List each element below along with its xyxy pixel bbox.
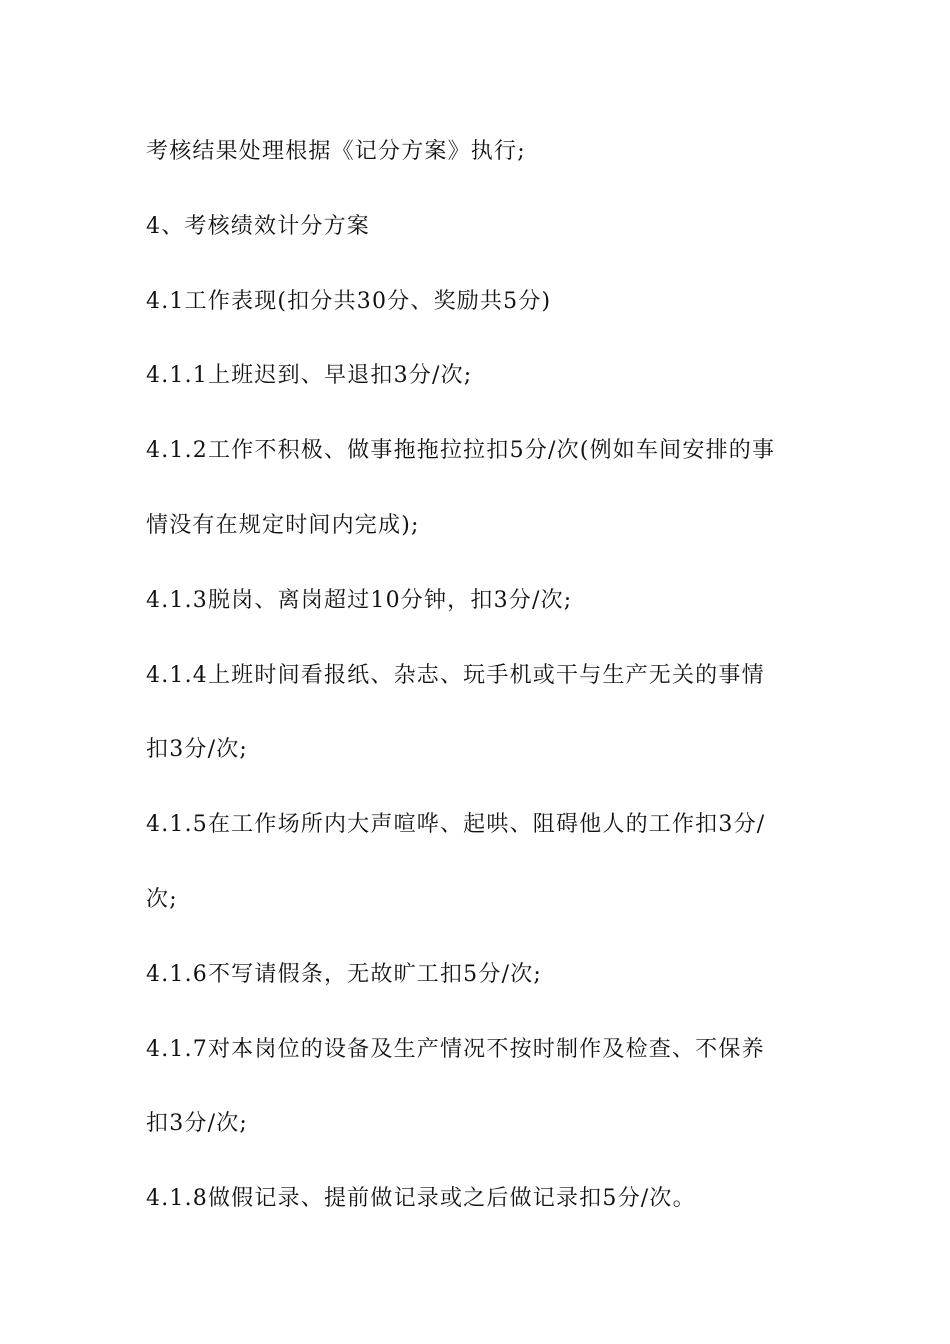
subsection-heading-4-1: 4.1工作表现(扣分共30分、奖励共5分): [146, 288, 552, 314]
rule-item-4-1-8: 4.1.8做假记录、提前做记录或之后做记录扣5分/次。: [146, 1186, 696, 1212]
rule-item-4-1-6: 4.1.6不写请假条，无故旷工扣5分/次;: [146, 961, 542, 987]
text-line-result-handling: 考核结果处理根据《记分方案》执行;: [146, 139, 526, 164]
rule-item-4-1-2-continued: 情没有在规定时间内完成);: [146, 512, 420, 538]
rule-item-4-1-5-continued: 次;: [146, 886, 178, 912]
rule-item-4-1-4-continued: 扣3分/次;: [146, 737, 249, 763]
rule-item-4-1-3: 4.1.3脱岗、离岗超过10分钟，扣3分/次;: [146, 587, 573, 613]
rule-item-4-1-5: 4.1.5在工作场所内大声喧哗、起哄、阻碍他人的工作扣3分/: [146, 812, 766, 838]
rule-item-4-1-2: 4.1.2工作不积极、做事拖拖拉拉扣5分/次(例如车间安排的事: [146, 438, 776, 464]
rule-item-4-1-7-continued: 扣3分/次;: [146, 1111, 249, 1137]
section-heading-4: 4、考核绩效计分方案: [146, 213, 370, 239]
rule-item-4-1-7: 4.1.7对本岗位的设备及生产情况不按时制作及检查、不保养: [146, 1036, 765, 1062]
rule-item-4-1-4: 4.1.4上班时间看报纸、杂志、玩手机或干与生产无关的事情: [146, 662, 765, 688]
document-body: [146, 128, 810, 1250]
rule-item-4-1-1: 4.1.1上班迟到、早退扣3分/次;: [146, 363, 473, 389]
